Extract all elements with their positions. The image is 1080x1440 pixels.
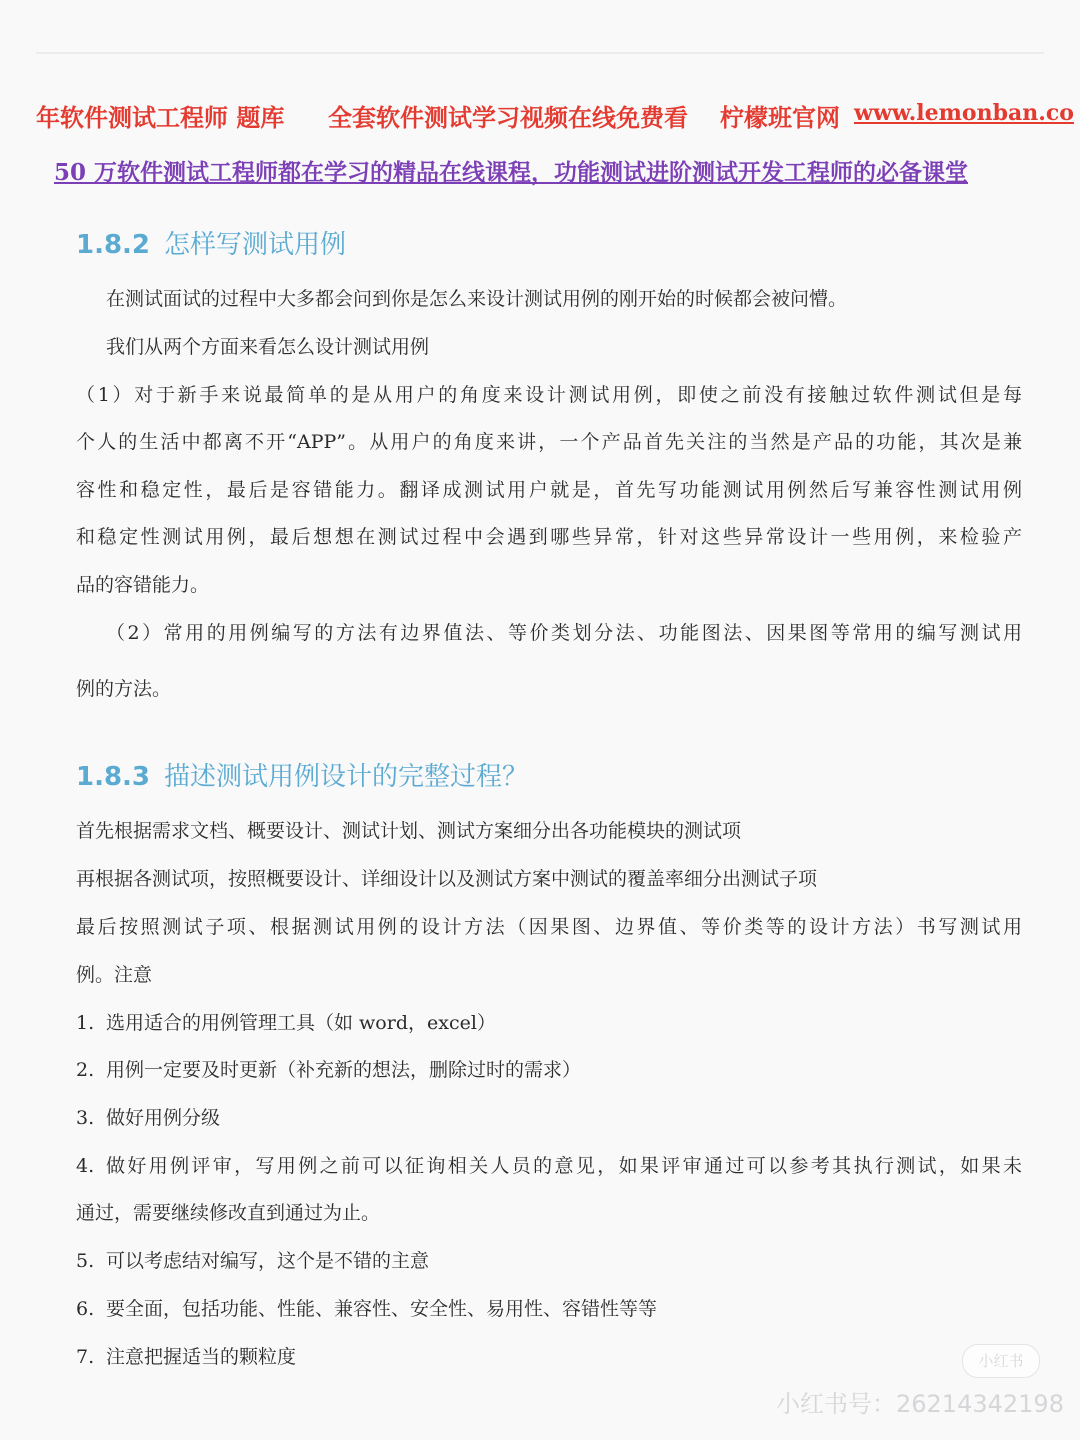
paragraph-line: （1）对于新手来说最简单的是从用户的角度来设计测试用例，即使之前没有接触过软件测试但是每 bbox=[76, 384, 1022, 406]
header-banner bbox=[36, 98, 1074, 134]
list-item bbox=[76, 1061, 581, 1080]
banner-url-link[interactable]: www.lemonban.co bbox=[854, 100, 1074, 126]
list-item bbox=[76, 1348, 296, 1367]
list-number: 5. bbox=[76, 1250, 95, 1272]
list-text: 做好用例分级 bbox=[106, 1107, 221, 1129]
banner-video-promo: 全套软件测试学习视频在线免费看 bbox=[328, 103, 688, 132]
list-text: 用例一定要及时更新（补充新的想法，删除过时的需求） bbox=[106, 1059, 582, 1081]
paragraph-line: 容性和稳定性，最后是容错能力。翻译成测试用户就是，首先写功能测试用例然后写兼容性测试用例 bbox=[76, 479, 1022, 501]
list-text: 做好用例评审，写用例之前可以征询相关人员的意见，如果评审通过可以参考其执行测试，如果未 bbox=[106, 1155, 1022, 1177]
list-item bbox=[76, 1300, 657, 1319]
paragraph-line: 例。注意 bbox=[76, 964, 153, 986]
paragraph-line: 个人的生活中都离不开“APP”。从用户的角度来讲，一个产品首先关注的当然是产品的功能，其次是兼 bbox=[76, 431, 1022, 453]
section-heading-1-8-3 bbox=[76, 756, 528, 793]
paragraph-line: 首先根据需求文档、概要设计、测试计划、测试方案细分出各功能模块的测试项 bbox=[76, 820, 742, 842]
list-number: 1. bbox=[76, 1012, 95, 1034]
xiaohongshu-watermark-id: 小红书号：26214342198 bbox=[776, 1390, 1064, 1418]
list-item bbox=[76, 1014, 496, 1033]
paragraph-line: 再根据各测试项，按照概要设计、详细设计以及测试方案中测试的覆盖率细分出测试子项 bbox=[76, 868, 818, 890]
list-number: 7. bbox=[76, 1346, 95, 1368]
list-text: 通过，需要继续修改直到通过为止。 bbox=[76, 1202, 381, 1224]
section-title: 描述测试用例设计的完整过程？ bbox=[164, 762, 529, 792]
paragraph-line: 和稳定性测试用例，最后想想在测试过程中会遇到哪些异常，针对这些异常设计一些用例，来检验产 bbox=[76, 526, 1022, 548]
paragraph-line: 例的方法。 bbox=[76, 678, 172, 700]
paragraph: 我们从两个方面来看怎么设计测试用例 bbox=[106, 336, 430, 358]
list-text: 要全面，包括功能、性能、兼容性、安全性、易用性、容错性等等 bbox=[106, 1298, 658, 1320]
list-number: 2. bbox=[76, 1059, 95, 1081]
course-promo-link[interactable]: 50 万软件测试工程师都在学习的精品在线课程，功能测试进阶测试开发工程师的必备课堂 bbox=[54, 159, 969, 186]
section-title: 怎样写测试用例 bbox=[164, 230, 347, 260]
list-text: 可以考虑结对编写，这个是不错的主意 bbox=[106, 1250, 430, 1272]
banner-site-name: 柠檬班官网 bbox=[720, 103, 840, 132]
banner-title: 年软件测试工程师 题库 bbox=[36, 103, 285, 132]
list-item-continuation bbox=[76, 1204, 380, 1223]
list-text: 注意把握适当的颗粒度 bbox=[106, 1346, 297, 1368]
list-number: 4. bbox=[76, 1155, 95, 1177]
list-number: 6. bbox=[76, 1298, 95, 1320]
section-heading-1-8-2 bbox=[76, 224, 346, 261]
paragraph: 在测试面试的过程中大多都会问到你是怎么来设计测试用例的刚开始的时候都会被问懵。 bbox=[106, 288, 848, 310]
top-divider bbox=[36, 52, 1044, 54]
list-text: 选用适合的用例管理工具（如 word，excel） bbox=[106, 1012, 496, 1034]
list-item bbox=[76, 1252, 429, 1271]
list-number: 3. bbox=[76, 1107, 95, 1129]
list-item bbox=[76, 1109, 220, 1128]
list-item bbox=[76, 1157, 1022, 1176]
paragraph-line: 最后按照测试子项、根据测试用例的设计方法（因果图、边界值、等价类等的设计方法）书写测试用 bbox=[76, 916, 1022, 938]
section-number: 1.8.3 bbox=[76, 762, 151, 792]
paragraph-line: 品的容错能力。 bbox=[76, 574, 210, 596]
paragraph-line: （2）常用的用例编写的方法有边界值法、等价类划分法、功能图法、因果图等常用的编写测试用 bbox=[106, 622, 1022, 644]
section-number: 1.8.2 bbox=[76, 230, 151, 260]
xiaohongshu-watermark-badge: 小红书 bbox=[962, 1344, 1040, 1378]
